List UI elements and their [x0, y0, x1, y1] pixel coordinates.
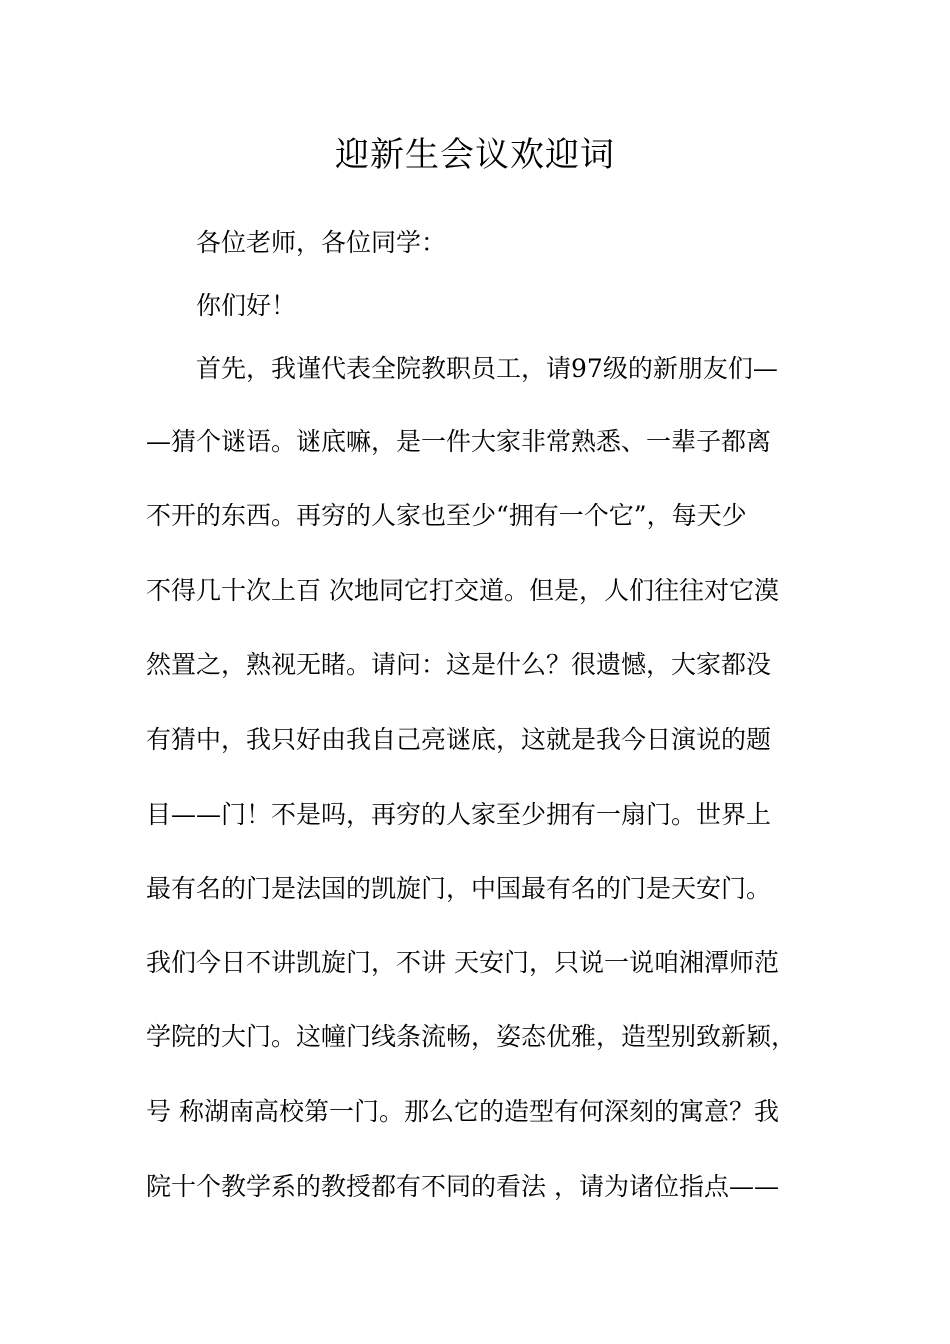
paragraph-line: 学院的大门。这幢门线条流畅，姿态优雅，造型别致新颖，: [146, 1022, 797, 1051]
paragraph-line: 我们今日不讲凯旋门，不讲 天安门，只说一说咱湘潭师范: [146, 948, 779, 977]
paragraph-line: —猜个谜语。谜底嘛，是一件大家非常熟悉、一辈子都离: [146, 427, 772, 456]
salutation-line: 各位老师，各位同学：: [196, 228, 447, 257]
paragraph-line: 有猜中，我只好由我自己亮谜底，这就是我今日演说的题: [146, 725, 772, 754]
paragraph-line: 不开的东西。再穷的人家也至少“拥有一个它”，每天少: [146, 501, 747, 530]
paragraph-line: 不得几十次上百 次地同它打交道。但是，人们往往对它漠: [146, 576, 779, 605]
document-title: 迎新生会议欢迎词: [335, 135, 615, 175]
greeting-line: 你们好！: [196, 291, 297, 320]
paragraph-line: 号 称湖南高校第一门。那么它的造型有何深刻的寓意？我: [146, 1097, 779, 1126]
paragraph-line: 然置之，熟视无睹。请问：这是什么？很遗憾，大家都没: [146, 650, 772, 679]
paragraph-line: 目——门！不是吗，再穷的人家至少拥有一扇门。世界上: [146, 800, 772, 829]
paragraph-line: 首先，我谨代表全院教职员工，请97级的新朋友们—: [196, 354, 778, 383]
paragraph-line: 最有名的门是法国的凯旋门，中国最有名的门是天安门。: [146, 874, 772, 903]
paragraph-line: 院十个教学系的教授都有不同的看法 ，请为诸位指点——: [146, 1172, 779, 1201]
